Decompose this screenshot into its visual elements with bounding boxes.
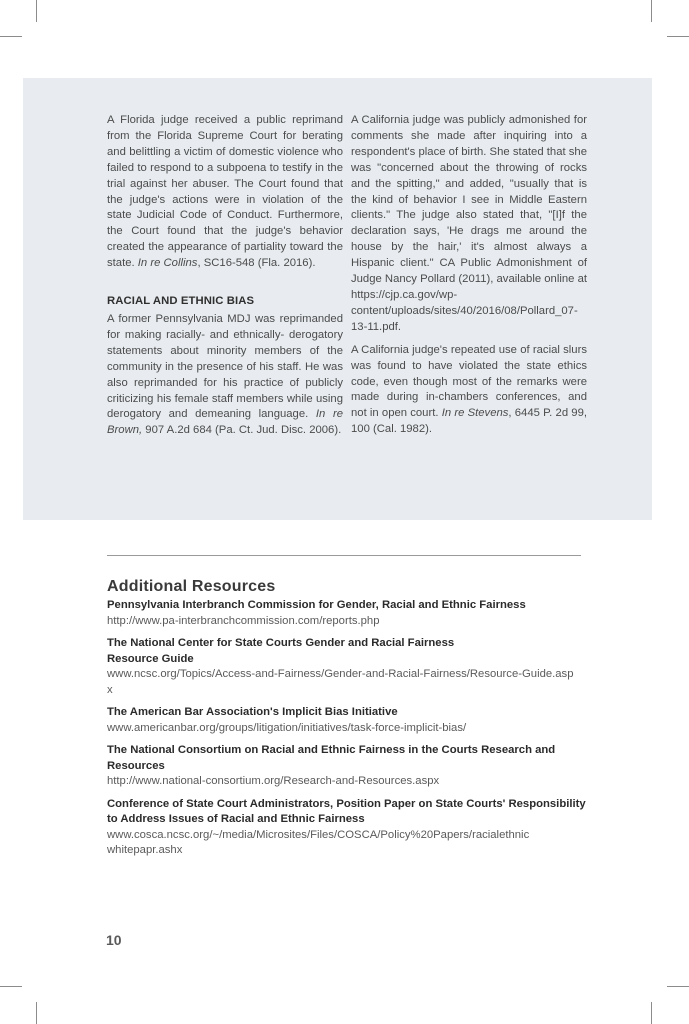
additional-resources-section: [107, 578, 587, 866]
section-heading-racial-ethnic-bias: RACIAL AND ETHNIC BIAS: [107, 295, 255, 308]
resource-item: [107, 743, 587, 790]
case-stevens-citation: , 6445 P. 2d 99, 100 (Cal. 1982).: [351, 407, 588, 436]
crop-mark-bottom-left-vertical: [36, 1002, 37, 1024]
crop-mark-bottom-right-vertical: [651, 1002, 652, 1024]
case-collins-citation-name: In re Collins: [137, 257, 198, 270]
resource-title: Conference of State Court Administrators, Position Paper on State Courts' Responsibility to Address Issues of Racial and Ethnic Fairness: [107, 797, 586, 825]
case-collins: [107, 113, 343, 272]
crop-mark-top-right-horizontal: [667, 36, 689, 37]
resource-title: Pennsylvania Interbranch Commission for Gender, Racial and Ethnic Fairness: [107, 599, 526, 611]
resource-title: The American Bar Association's Implicit Bias Initiative: [107, 706, 398, 718]
crop-mark-bottom-right-horizontal: [667, 986, 689, 987]
case-collins-text: A Florida judge received a public reprimand from the Florida Supreme Court for berating and belittling a victim of domestic violence who failed to respond to a subpoena to testify in the trial against her abuser. The Court found that the judge's actions were in violation of the state Judicial Code of Conduct. Furthermore, the Court found that the judge's behavior created the appearance of partiality toward the state.: [107, 114, 343, 270]
page-number: 10: [106, 932, 122, 948]
resource-url[interactable]: www.ncsc.org/Topics/Access-and-Fairness/Gender-and-Racial-Fairness/Resource-Guide.aspx: [107, 668, 574, 696]
case-brown: [107, 312, 343, 439]
crop-mark-top-left-vertical: [36, 0, 37, 22]
panel-right-column: [351, 113, 587, 438]
case-stevens-text: A California judge's repeated use of racial slurs was found to have violated the state ethics code, even though most of the remarks were made during in-chambers conferences, and not in open court.: [351, 343, 587, 420]
additional-resources-heading: Additional Resources: [107, 578, 276, 595]
resource-url[interactable]: www.cosca.ncsc.org/~/media/Microsites/Files/COSCA/Policy%20Papers/racialethnicwhitepapr.ashx: [107, 828, 530, 856]
case-brown-citation: 907 A.2d 684 (Pa. Ct. Jud. Disc. 2006).: [142, 424, 342, 437]
crop-mark-top-left-horizontal: [0, 36, 22, 37]
resource-item: [107, 598, 587, 629]
case-stevens: [351, 343, 587, 438]
case-stevens-citation-name: In re Stevens: [441, 407, 509, 420]
crop-mark-bottom-left-horizontal: [0, 986, 22, 987]
resource-title: The National Consortium on Racial and Ethnic Fairness in the Courts Research and Resources: [107, 744, 556, 772]
resource-url[interactable]: www.americanbar.org/groups/litigation/initiatives/task-force-implicit-bias/: [107, 721, 467, 734]
resource-item: [107, 636, 587, 698]
case-brown-citation-name: In re Brown,: [107, 408, 343, 437]
resource-title: The National Center for State Courts Gender and Racial Fairness Resource Guide: [107, 637, 455, 665]
resource-item: [107, 705, 587, 736]
crop-mark-top-right-vertical: [651, 0, 652, 22]
resource-url[interactable]: http://www.national-consortium.org/Research-and-Resources.aspx: [107, 775, 440, 787]
section-divider: [107, 555, 581, 556]
resource-url[interactable]: http://www.pa-interbranchcommission.com/reports.php: [107, 614, 380, 627]
panel-left-column: [107, 113, 343, 439]
case-brown-text: A former Pennsylvania MDJ was reprimanded for making racially- and ethnically- derogatory statements about minority members of the community in the presence of his staff. He was also reprimanded for his practice of publicly criticizing his female staff members while using derogatory and demeaning language.: [107, 312, 343, 421]
case-pollard: A California judge was publicly admonished for comments she made after inquiring into a respondent's place of birth. She stated that she was "concerned about the throwing of rocks and the spitting," and added, "usually that is the kind of behavior I see in Middle Eastern clients." The judge also stated that, "[I]f the declaration says, 'He drags me around the house by the hair,' it's almost always a Hispanic client." CA Public Admonishment of Judge Nancy Pollard (2011), available online at https://cjp.ca.gov/wp-content/uploads/sites/40/2016/08/Pollard_07-13-11.pdf.: [351, 114, 587, 333]
resource-item: [107, 797, 587, 859]
case-collins-citation: , SC16-548 (Fla. 2016).: [197, 257, 316, 270]
